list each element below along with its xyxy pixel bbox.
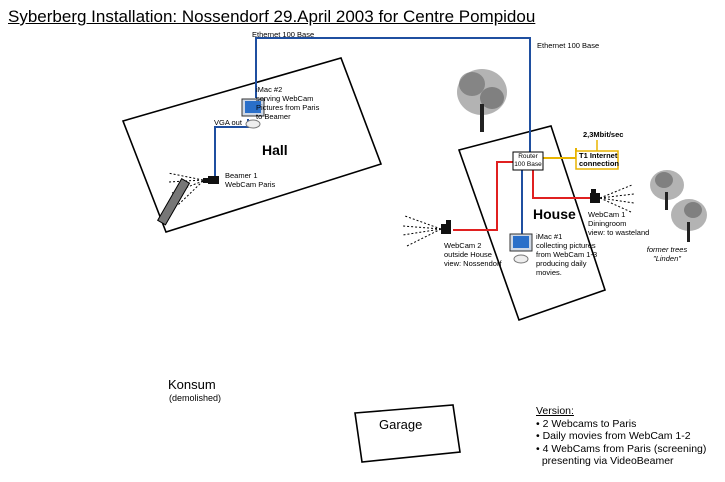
tree-icon xyxy=(457,69,507,132)
imac2-label-line: serving WebCam xyxy=(256,94,314,103)
house-label: House xyxy=(533,206,576,222)
garage-building xyxy=(355,405,460,462)
router-label xyxy=(513,153,543,169)
trees-label xyxy=(647,245,687,263)
router-label-line: Router xyxy=(518,153,538,160)
imac1-icon xyxy=(510,234,532,263)
t1-label: T1 Internet connection xyxy=(579,151,620,168)
hall-building xyxy=(123,58,381,232)
hall-label: Hall xyxy=(262,142,288,158)
bandwidth-label: 2,3Mbit/sec xyxy=(583,130,624,139)
webcam1-cable xyxy=(533,168,590,198)
projection-screen xyxy=(158,179,190,225)
version-item: presenting via VideoBeamer xyxy=(536,455,674,467)
imac2-label-line: Pictures from Paris xyxy=(256,103,320,112)
konsum-sub-label: (demolished) xyxy=(169,393,222,403)
imac2-label xyxy=(256,85,319,121)
imac1-label-line: iMac #1 xyxy=(536,232,563,241)
imac1-label-line: collecting pictures xyxy=(536,241,596,250)
imac1-label-line: movies. xyxy=(536,268,562,277)
trees-label-line: former trees xyxy=(646,245,688,254)
webcam1-label xyxy=(588,210,649,237)
linden-tree-icon xyxy=(671,199,707,242)
konsum-label: Konsum xyxy=(168,377,216,392)
webcam2-label xyxy=(444,241,502,268)
beamer-label-line: Beamer 1 xyxy=(225,171,258,180)
webcam1-label-line: view: to wasteland xyxy=(588,228,650,237)
imac1-label-line: producing daily xyxy=(536,259,587,268)
imac1-label xyxy=(536,232,597,277)
imac2-label-line: iMac #2 xyxy=(256,85,283,94)
webcam1-label-line: WebCam 1 xyxy=(588,210,626,219)
webcam2-label-line: WebCam 2 xyxy=(444,241,482,250)
version-item: • Daily movies from WebCam 1-2 xyxy=(536,430,691,442)
page-title: Syberberg Installation: Nossendorf 29.April 2003 for Centre Pompidou xyxy=(8,7,536,26)
router-label-line: 100 Base xyxy=(514,161,542,168)
beamer-label xyxy=(225,171,275,189)
vga-cable xyxy=(215,119,248,176)
ethernet-label-left: Ethernet 100 Base xyxy=(252,30,315,39)
webcam2-label-line: outside House xyxy=(444,250,492,259)
ethernet-label-right: Ethernet 100 Base xyxy=(537,41,600,50)
webcam2-label-line: view: Nossendorf xyxy=(444,259,502,268)
beamer-label-line: WebCam Paris xyxy=(225,180,276,189)
vga-label: VGA out xyxy=(214,118,242,127)
garage-label: Garage xyxy=(379,417,423,432)
imac1-label-line: from WebCam 1-3 xyxy=(536,250,598,259)
imac2-label-line: to Beamer xyxy=(256,112,291,121)
version-item: • 4 WebCams from Paris (screening) xyxy=(536,442,707,455)
webcam1-icon xyxy=(590,185,634,212)
trees-label-line: "Linden" xyxy=(653,254,681,263)
version-heading: Version: xyxy=(536,405,574,417)
version-notes xyxy=(536,405,706,468)
version-item: • 2 Webcams to Paris xyxy=(536,417,637,430)
webcam1-label-line: Diningroom xyxy=(588,219,627,228)
